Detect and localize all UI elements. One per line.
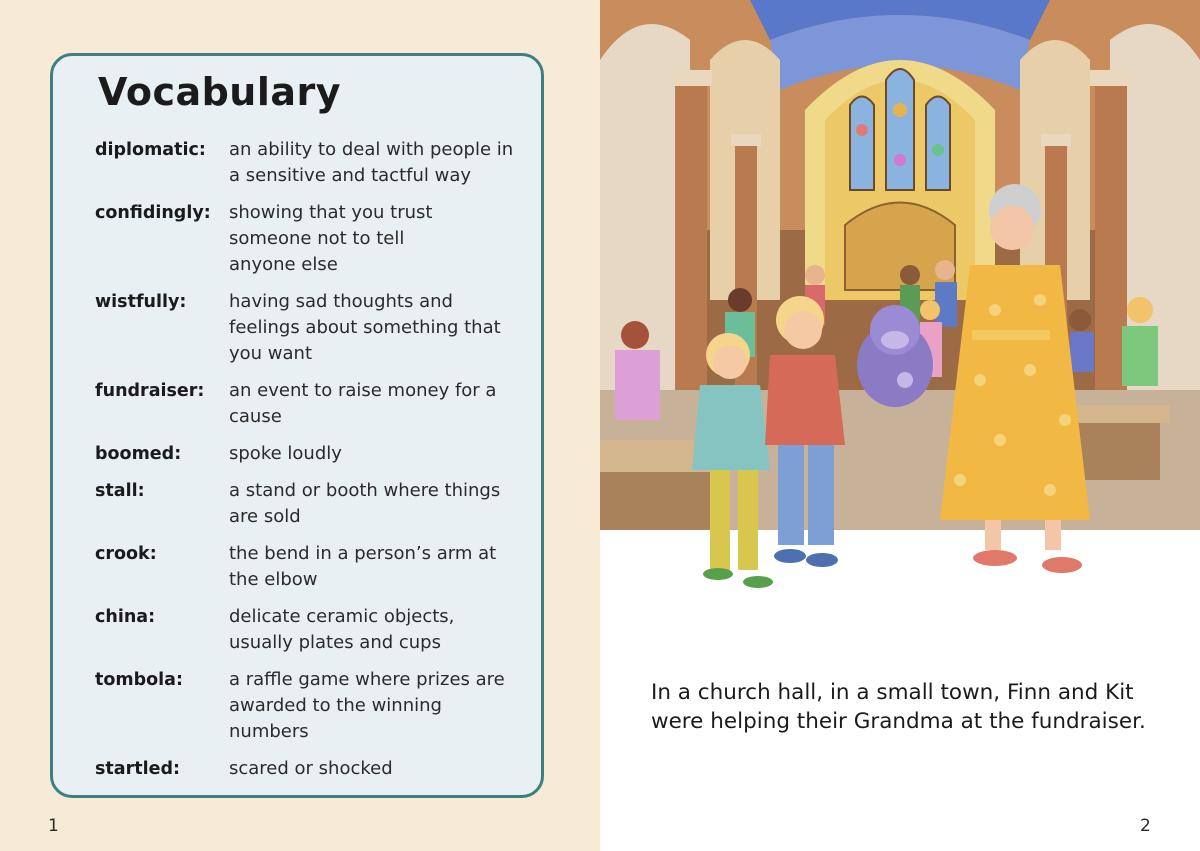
vocabulary-entry: [95, 604, 515, 656]
vocabulary-term: confidingly:: [95, 203, 211, 223]
vocabulary-definition: an ability to deal with people in a sensitive and tactful way: [229, 139, 514, 186]
right-page: [600, 0, 1200, 851]
vocabulary-box: [50, 53, 544, 798]
vocabulary-definition: a stand or booth where things are sold: [229, 480, 501, 527]
vocabulary-entry: [95, 200, 515, 278]
church-hall-illustration: [600, 0, 1200, 600]
page-number-left: 1: [48, 816, 59, 836]
vocabulary-definition: an event to raise money for a cause: [229, 380, 497, 427]
vocabulary-entry: [95, 756, 515, 782]
vocabulary-term: stall:: [95, 481, 145, 501]
vocabulary-entry: [95, 541, 515, 593]
story-text: [651, 678, 1171, 736]
vocabulary-entry: [95, 667, 515, 745]
vocabulary-entry: [95, 441, 515, 467]
vocabulary-definition: scared or shocked: [229, 758, 393, 779]
vocabulary-definition: delicate ceramic objects, usually plates and cups: [229, 606, 455, 653]
vocabulary-entry: [95, 378, 515, 430]
vocabulary-definition: having sad thoughts and feelings about something that you want: [229, 291, 501, 364]
vocabulary-term: tombola:: [95, 670, 183, 690]
vocabulary-term: wistfully:: [95, 292, 187, 312]
story-line: were helping their Grandma at the fundraiser.: [651, 709, 1146, 734]
vocabulary-entry: [95, 478, 515, 530]
vocabulary-entry: [95, 137, 515, 189]
vocabulary-definition: spoke loudly: [229, 443, 342, 464]
vocabulary-definition: the bend in a person’s arm at the elbow: [229, 543, 497, 590]
vocabulary-term: boomed:: [95, 444, 182, 464]
vocabulary-entry: [95, 289, 515, 367]
vocabulary-definition: showing that you trust someone not to tell anyone else: [229, 202, 433, 275]
story-line: In a church hall, in a small town, Finn and Kit: [651, 680, 1134, 705]
vocabulary-term: fundraiser:: [95, 381, 205, 401]
vocabulary-term: china:: [95, 607, 156, 627]
vocabulary-list: [95, 137, 515, 793]
vocabulary-term: crook:: [95, 544, 157, 564]
vocabulary-term: diplomatic:: [95, 140, 206, 160]
vocabulary-title: Vocabulary: [98, 70, 342, 114]
vocabulary-term: startled:: [95, 759, 180, 779]
page-number-right: 2: [1140, 816, 1151, 836]
vocabulary-definition: a raffle game where prizes are awarded to the winning numbers: [229, 669, 505, 742]
